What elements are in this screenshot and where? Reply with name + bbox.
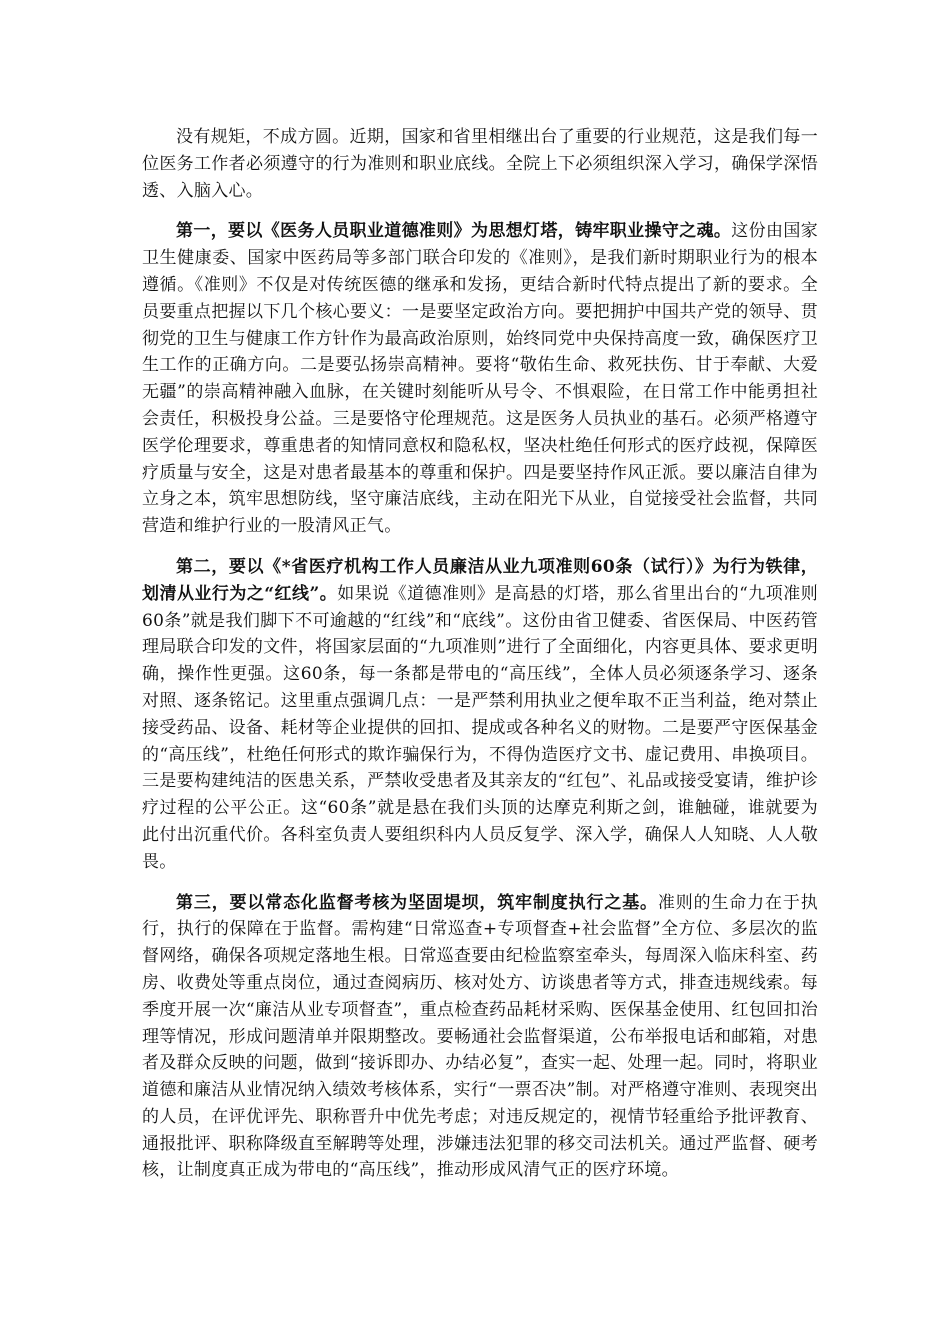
paragraph-body: 没有规矩，不成方圆。近期，国家和省里相继出台了重要的行业规范，这是我们每一位医务工作者必须遵守的行为准则和职业底线。全院上下必须组织深入学习，确保学深悟透、入脑入心。 xyxy=(142,127,818,201)
document-page xyxy=(142,124,818,1198)
section-three-paragraph xyxy=(142,890,818,1185)
paragraph-body: 如果说《道德准则》是高悬的灯塔，那么省里出台的“九项准则60条”就是我们脚下不可逾越的“红线”和“底线”。这份由省卫健委、省医保局、中医药管理局联合印发的文件，将国家层面的“九项准则”进行了全面细化，内容更具体、要求更明确，操作性更强。这60条，每一条都是带电的“高压线”，全体人员必须逐条学习、逐条对照、逐条铭记。这里重点强调几点：一是严禁利用执业之便牟取不正当利益，绝对禁止接受药品、设备、耗材等企业提供的回扣、提成或各种名义的财物。二是要严守医保基金的“高压线”，杜绝任何形式的欺诈骗保行为，不得伪造医疗文书、虚记费用、串换项目。三是要构建纯洁的医患关系，严禁收受患者及其亲友的“红包”、礼品或接受宴请，维护诊疗过程的公平公正。这“60条”就是悬在我们头顶的达摩克利斯之剑，谁触碰，谁就要为此付出沉重代价。各科室负责人要组织科内人员反复学、深入学，确保人人知晓、人人敬畏。 xyxy=(142,583,818,872)
paragraph-lead: 第三，要以常态化监督考核为坚固堤坝，筑牢制度执行之基。 xyxy=(176,892,658,913)
section-one-paragraph xyxy=(142,218,818,540)
paragraph-body: 这份由国家卫生健康委、国家中医药局等多部门联合印发的《准则》，是我们新时期职业行为的根本遵循。《准则》不仅是对传统医德的继承和发扬，更结合新时代特点提出了新的要求。全员要重点把握以下几个核心要义：一是要坚定政治方向。要把拥护中国共产党的领导、贯彻党的卫生与健康工作方针作为最高政治原则，始终同党中央保持高度一致，确保医疗卫生工作的正确方向。二是要弘扬崇高精神。要将“敬佑生命、救死扶伤、甘于奉献、大爱无疆”的崇高精神融入血脉，在关键时刻能听从号令、不惧艰险，在日常工作中能勇担社会责任，积极投身公益。三是要恪守伦理规范。这是医务人员执业的基石。必须严格遵守医学伦理要求，尊重患者的知情同意权和隐私权，坚决杜绝任何形式的医疗歧视，保障医疗质量与安全，这是对患者最基本的尊重和保护。四是要坚持作风正派。要以廉洁自律为立身之本，筑牢思想防线，坚守廉洁底线，主动在阳光下从业，自觉接受社会监督，共同营造和维护行业的一股清风正气。 xyxy=(142,221,818,537)
paragraph-lead: 第二，要以《*省医疗机构工作人员廉洁从业九项准则60条（试行）》为行为铁律，划清从业行为之“红线”。 xyxy=(142,556,818,604)
intro-paragraph xyxy=(142,124,818,204)
paragraph-body: 准则的生命力在于执行，执行的保障在于监督。需构建“日常巡查+专项督查+社会监督”全方位、多层次的监督网络，确保各项规定落地生根。日常巡查要由纪检监察室牵头，每周深入临床科室、药房、收费处等重点岗位，通过查阅病历、核对处方、访谈患者等方式，排查违规线索。每季度开展一次“廉洁从业专项督查”，重点检查药品耗材采购、医保基金使用、红包回扣治理等情况，形成问题清单并限期整改。要畅通社会监督渠道，公布举报电话和邮箱，对患者及群众反映的问题，做到“接诉即办、办结必复”，查实一起、处理一起。同时，将职业道德和廉洁从业情况纳入绩效考核体系，实行“一票否决”制。对严格遵守准则、表现突出的人员，在评优评先、职称晋升中优先考虑；对违反规定的，视情节轻重给予批评教育、通报批评、职称降级直至解聘等处理，涉嫌违法犯罪的移交司法机关。通过严监督、硬考核，让制度真正成为带电的“高压线”，推动形成风清气正的医疗环境。 xyxy=(142,892,818,1181)
section-two-paragraph xyxy=(142,554,818,876)
paragraph-lead: 第一，要以《医务人员职业道德准则》为思想灯塔，铸牢职业操守之魂。 xyxy=(176,221,732,242)
